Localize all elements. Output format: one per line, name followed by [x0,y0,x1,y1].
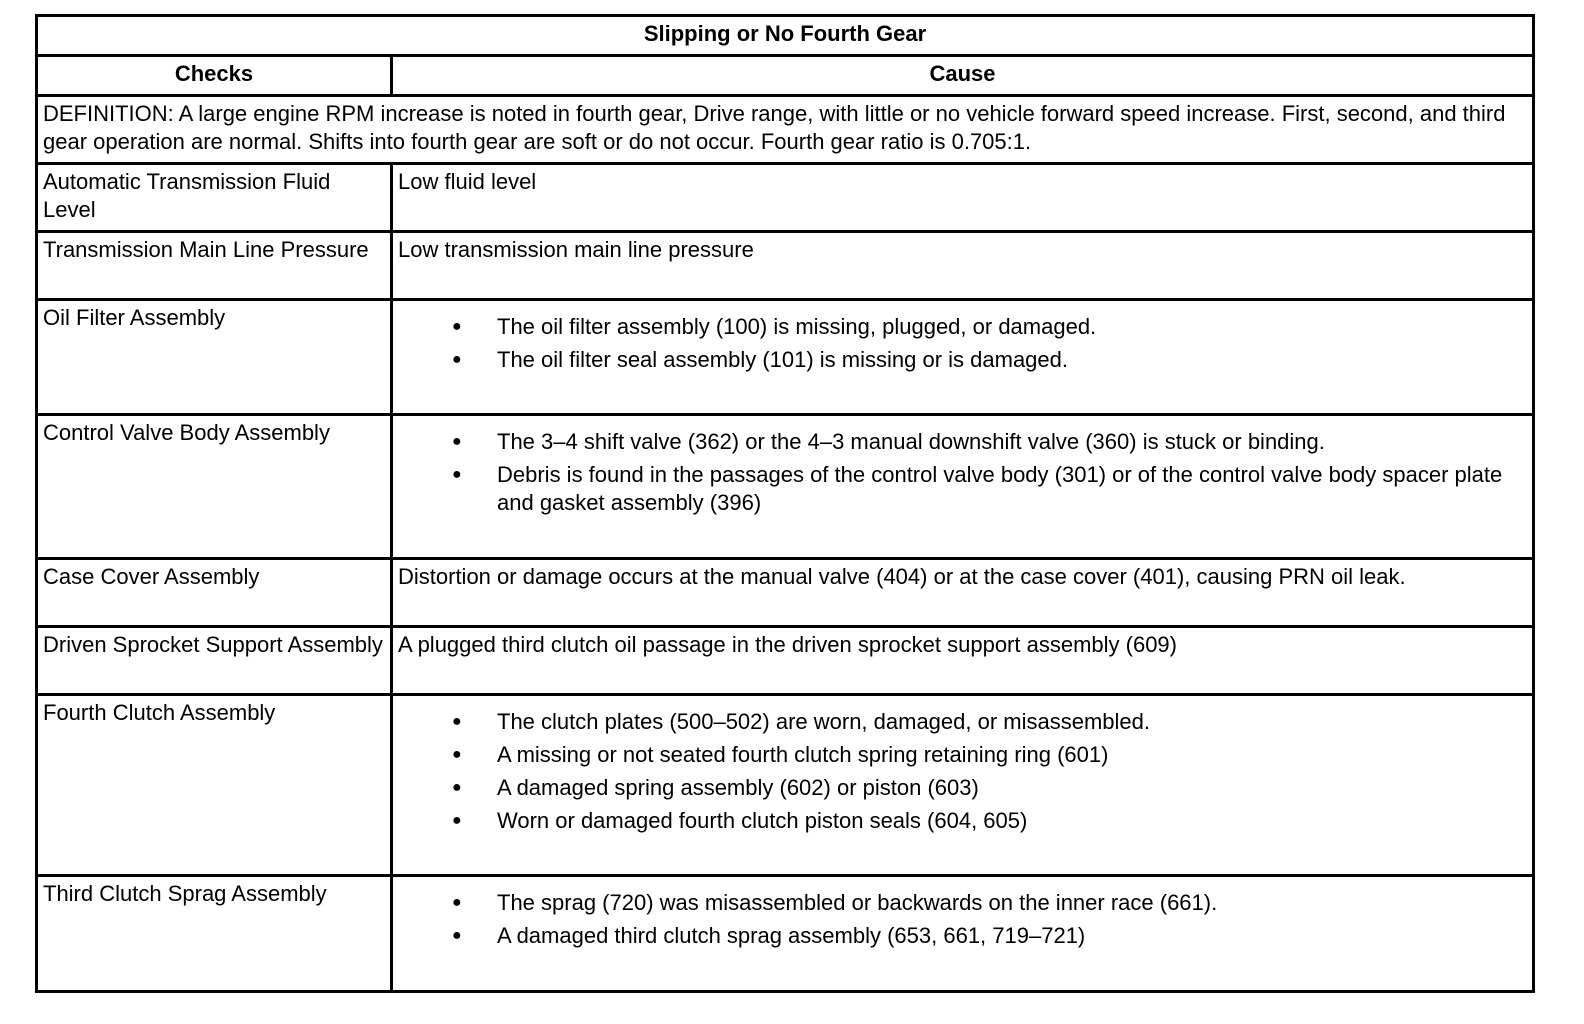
cause-list-cell [392,300,1534,415]
cause-list-item [398,461,1527,517]
cause-list [398,708,1527,835]
cause-list [398,313,1527,374]
cause-item-text: The oil filter assembly (100) is missing, plugged, or damaged. [497,314,1097,339]
cause-list-item [398,922,1527,950]
cause-text: Distortion or damage occurs at the manual valve (404) or at the case cover (401), causing PRN oil leak. [392,559,1534,627]
cause-list-cell [392,695,1534,876]
diagnostic-table [35,14,1535,993]
cause-item-text: A damaged third clutch sprag assembly (653, 661, 719–721) [497,923,1086,948]
bullet-icon: ● [452,779,462,796]
bullet-icon: ● [452,746,462,763]
cause-item-text: Worn or damaged fourth clutch piston seals (604, 605) [497,808,1028,833]
cause-list-item [398,741,1527,769]
cause-list-item [398,774,1527,802]
bullet-icon: ● [452,351,462,368]
cause-list [398,889,1527,950]
bullet-icon: ● [452,927,462,944]
table-row [37,559,1534,627]
check-label: Case Cover Assembly [37,559,392,627]
cause-list-cell [392,876,1534,992]
cause-item-text: A damaged spring assembly (602) or piston (603) [497,775,979,800]
column-header-checks: Checks [37,56,392,96]
bullet-icon: ● [452,466,462,483]
cause-list-item [398,889,1527,917]
table-row [37,876,1534,992]
cause-list-item [398,708,1527,736]
cause-item-text: The oil filter seal assembly (101) is missing or is damaged. [497,347,1069,372]
cause-list-cell [392,415,1534,559]
column-header-cause: Cause [392,56,1534,96]
check-label: Oil Filter Assembly [37,300,392,415]
cause-item-text: The clutch plates (500–502) are worn, damaged, or misassembled. [497,709,1151,734]
table-row [37,164,1534,232]
bullet-icon: ● [452,318,462,335]
table-row [37,627,1534,695]
cause-list-item [398,346,1527,374]
bullet-icon: ● [452,713,462,730]
table-title: Slipping or No Fourth Gear [37,16,1534,56]
cause-item-text: The sprag (720) was misassembled or backwards on the inner race (661). [497,890,1218,915]
table-row [37,695,1534,876]
bullet-icon: ● [452,812,462,829]
table-row [37,300,1534,415]
cause-list-item [398,428,1527,456]
cause-list-item [398,313,1527,341]
check-label: Driven Sprocket Support Assembly [37,627,392,695]
table-row [37,415,1534,559]
cause-list-item [398,807,1527,835]
cause-item-text: A missing or not seated fourth clutch spring retaining ring (601) [497,742,1109,767]
table-row [37,232,1534,300]
cause-list [398,428,1527,517]
check-label: Control Valve Body Assembly [37,415,392,559]
cause-item-text: Debris is found in the passages of the control valve body (301) or of the control valve body spacer plate and gasket assembly (396) [497,462,1503,515]
definition-text: DEFINITION: A large engine RPM increase is noted in fourth gear, Drive range, with little or no vehicle forward speed increase. First, second, and third gear operation are normal. Shifts into fourth gear are soft or do not occur. Fourth gear ratio is 0.705:1. [37,96,1534,164]
cause-item-text: The 3–4 shift valve (362) or the 4–3 manual downshift valve (360) is stuck or binding. [497,429,1325,454]
bullet-icon: ● [452,894,462,911]
cause-text: Low transmission main line pressure [392,232,1534,300]
check-label: Fourth Clutch Assembly [37,695,392,876]
cause-text: A plugged third clutch oil passage in the driven sprocket support assembly (609) [392,627,1534,695]
check-label: Third Clutch Sprag Assembly [37,876,392,992]
cause-text: Low fluid level [392,164,1534,232]
check-label: Automatic Transmission Fluid Level [37,164,392,232]
check-label: Transmission Main Line Pressure [37,232,392,300]
bullet-icon: ● [452,433,462,450]
